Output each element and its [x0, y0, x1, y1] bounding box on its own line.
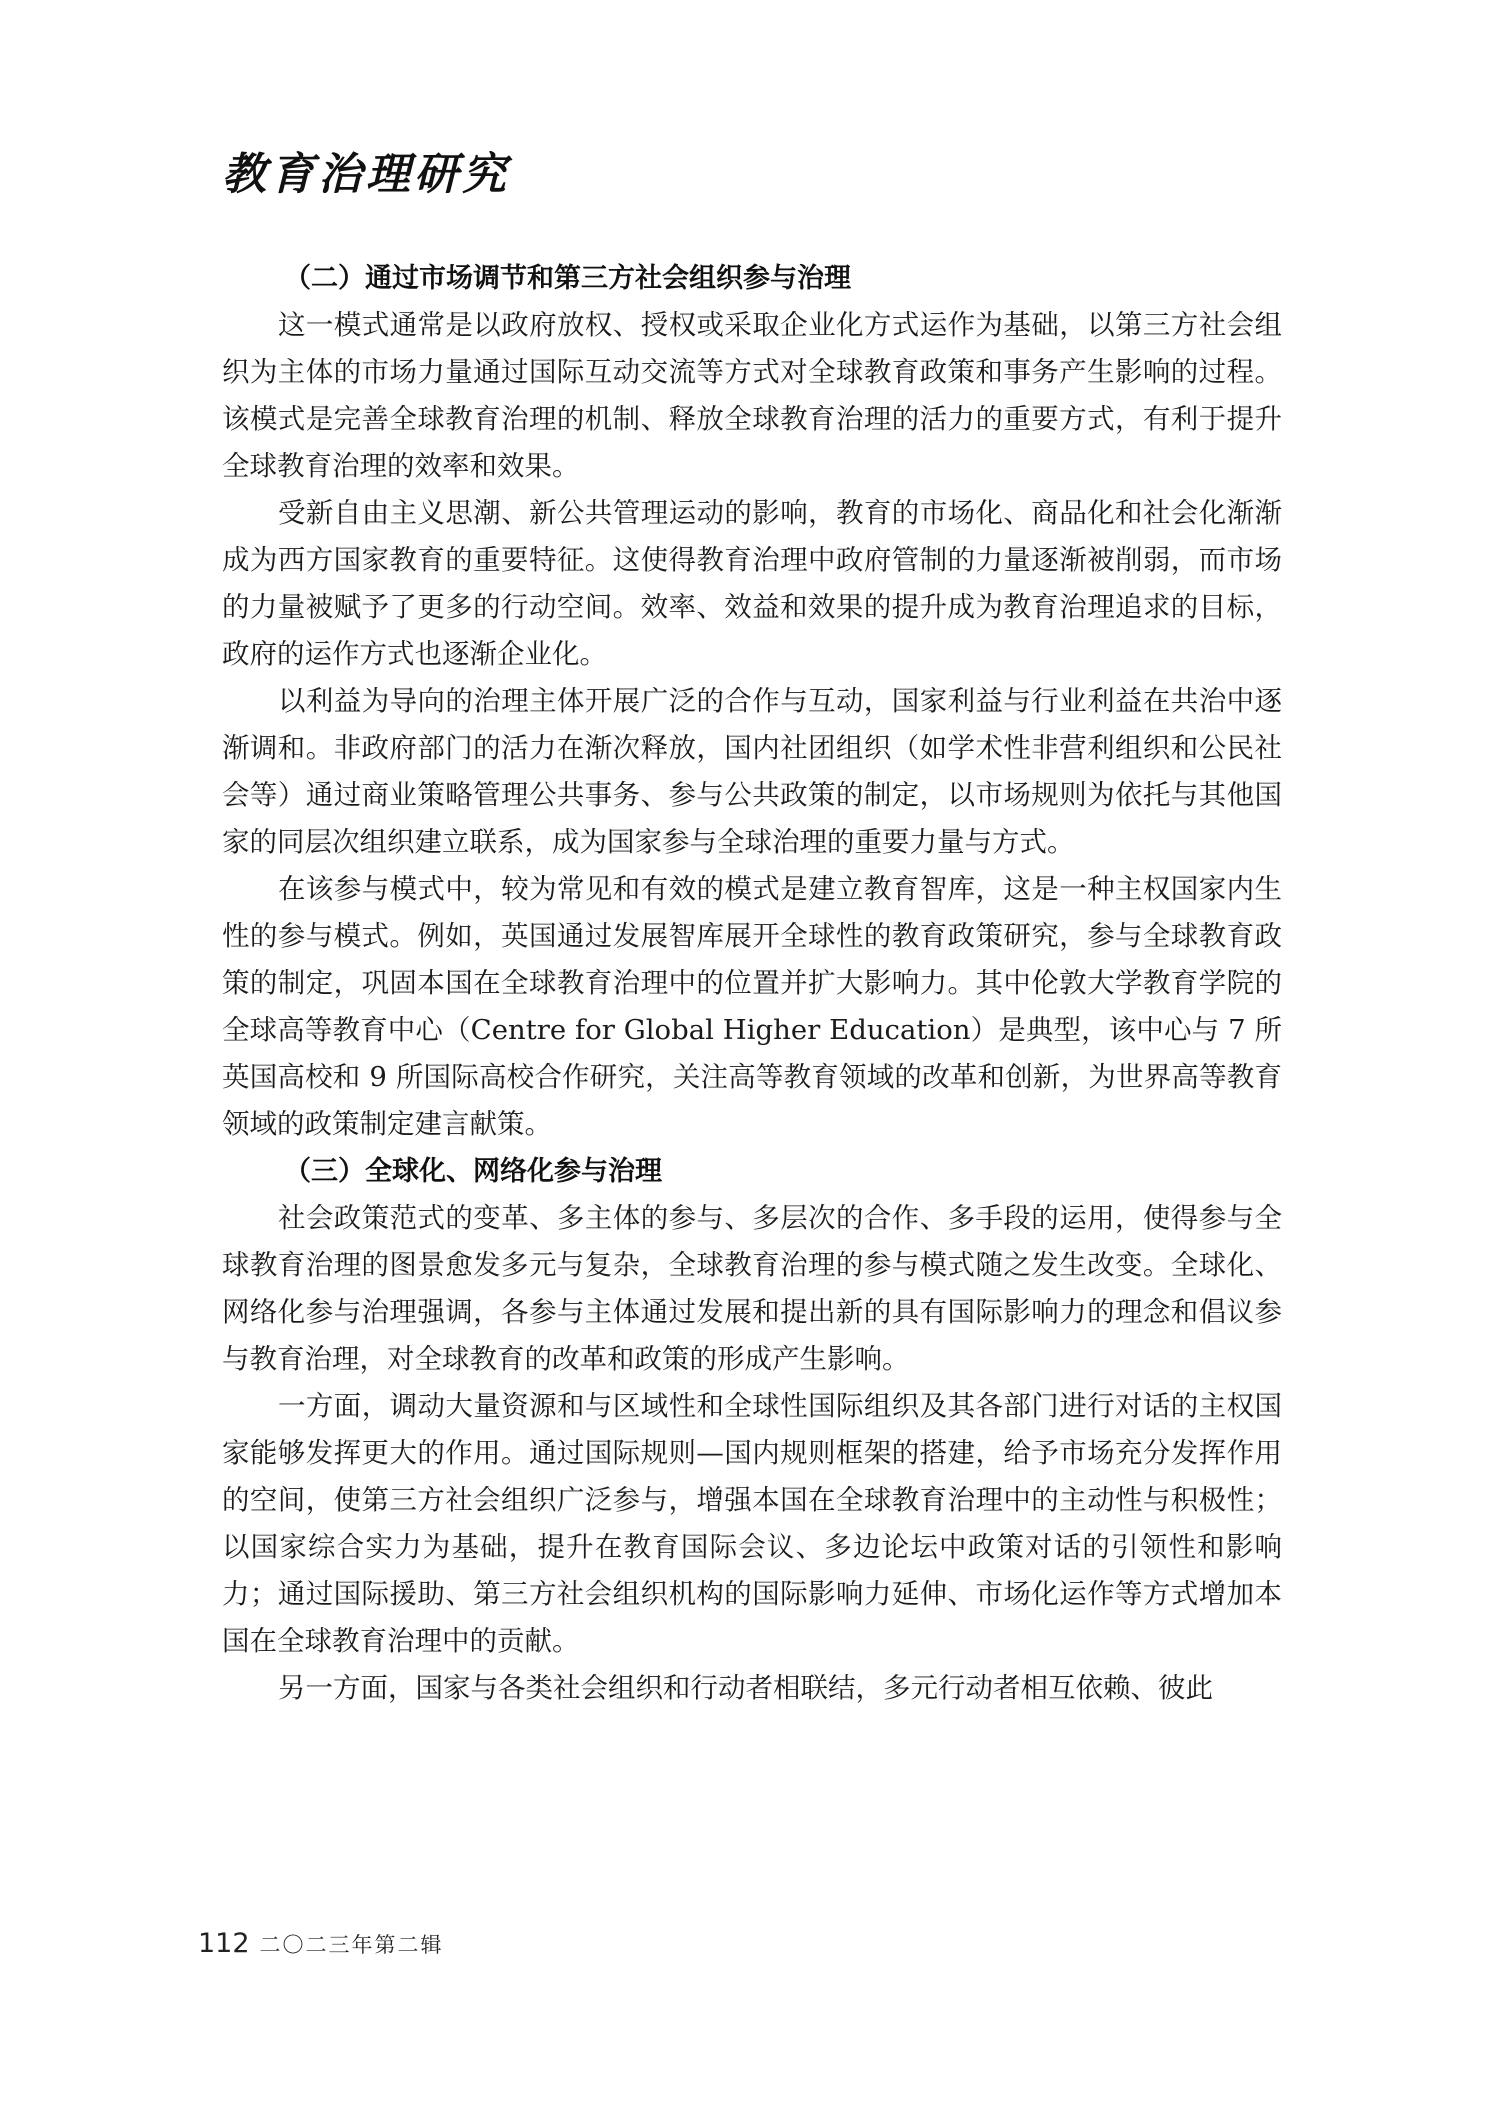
section-heading: （三）全球化、网络化参与治理 [284, 1156, 662, 1187]
paragraph: 另一方面，国家与各类社会组织和行动者相联结，多元行动者相互依赖、彼此 [278, 1672, 1213, 1704]
issue-label: 二〇二三年第二辑 [259, 1933, 444, 1957]
paragraph: 社会政策范式的变革、多主体的参与、多层次的合作、多手段的运用，使得参与全球教育治理的图景愈发多元与复杂，全球教育治理的参与模式随之发生改变。全球化、网络化参与治理强调，各参与主体通过发展和提出新的具有国际影响力的理念和倡议参与教育治理，对全球教育的改革和政策的形成产生影响。 [222, 1202, 1282, 1375]
paragraph: 以利益为导向的治理主体开展广泛的合作与互动，国家利益与行业利益在共治中逐渐调和。非政府部门的活力在渐次释放，国内社团组织（如学术性非营利组织和公民社会等）通过商业策略管理公共事务、参与公共政策的制定，以市场规则为依托与其他国家的同层次组织建立联系，成为国家参与全球治理的重要力量与方式。 [222, 685, 1282, 858]
paragraph: 受新自由主义思潮、新公共管理运动的影响，教育的市场化、商品化和社会化渐渐成为西方国家教育的重要特征。这使得教育治理中政府管制的力量逐渐被削弱，而市场的力量被赋予了更多的行动空间。效率、效益和效果的提升成为教育治理追求的目标，政府的运作方式也逐渐企业化。 [222, 497, 1282, 670]
article-body [222, 255, 1282, 1712]
section-heading: （二）通过市场调节和第三方社会组织参与治理 [284, 263, 851, 294]
paragraph: 在该参与模式中，较为常见和有效的模式是建立教育智库，这是一种主权国家内生性的参与模式。例如，英国通过发展智库展开全球性的教育政策研究，参与全球教育政策的制定，巩固本国在全球教育治理中的位置并扩大影响力。其中伦敦大学教育学院的全球高等教育中心（Centre for Global Higher Education）是典型，该中心与 7 所英国高校和 9 所国际高校合作研究，关注高等教育领域的改革和创新，为世界高等教育领域的政策制定建言献策。 [222, 873, 1282, 1140]
page-number: 112 [198, 1928, 250, 1959]
page-footer [198, 1928, 444, 1959]
running-head-title: 教育治理研究 [222, 149, 510, 200]
paragraph: 这一模式通常是以政府放权、授权或采取企业化方式运作为基础，以第三方社会组织为主体的市场力量通过国际互动交流等方式对全球教育政策和事务产生影响的过程。该模式是完善全球教育治理的机制、释放全球教育治理的活力的重要方式，有利于提升全球教育治理的效率和效果。 [222, 309, 1282, 482]
paragraph: 一方面，调动大量资源和与区域性和全球性国际组织及其各部门进行对话的主权国家能够发挥更大的作用。通过国际规则—国内规则框架的搭建，给予市场充分发挥作用的空间，使第三方社会组织广泛参与，增强本国在全球教育治理中的主动性与积极性；以国家综合实力为基础，提升在教育国际会议、多边论坛中政策对话的引领性和影响力；通过国际援助、第三方社会组织机构的国际影响力延伸、市场化运作等方式增加本国在全球教育治理中的贡献。 [222, 1390, 1282, 1657]
